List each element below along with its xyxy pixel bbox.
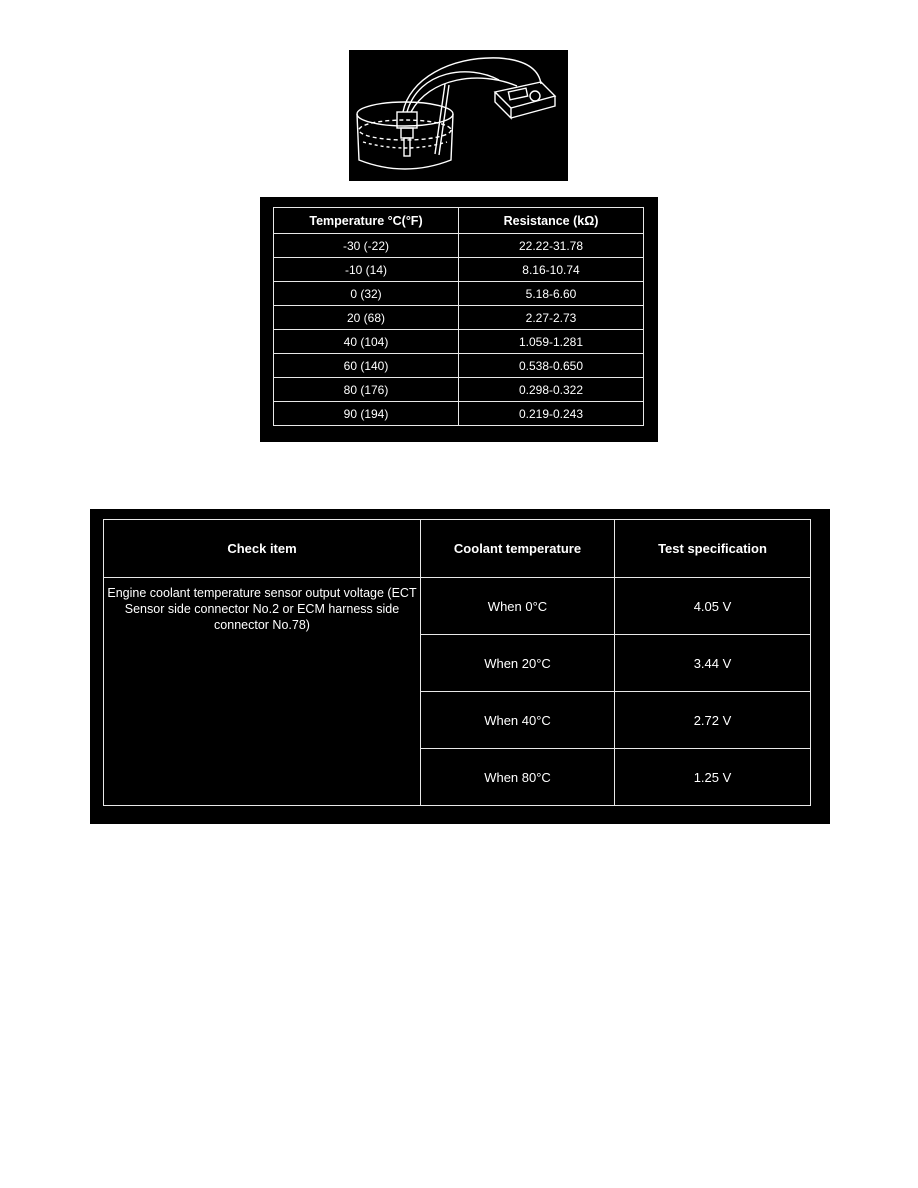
resistance-cell: 22.22-31.78 (459, 234, 644, 258)
coolant-temperature-cell: When 40°C (421, 692, 615, 749)
resistance-cell: 0.538-0.650 (459, 354, 644, 378)
test-specification-cell: 1.25 V (615, 749, 811, 806)
table-row (274, 234, 644, 258)
header-temperature: Temperature °C(°F) (274, 208, 459, 234)
check-item-cell: Engine coolant temperature sensor output voltage (ECT Sensor side connector No.2 or ECM harness side connector No.78) (104, 578, 421, 806)
resistance-cell: 8.16-10.74 (459, 258, 644, 282)
table-row (274, 282, 644, 306)
table-row (104, 578, 811, 635)
resistance-table (273, 207, 644, 426)
header-check-item: Check item (104, 520, 421, 578)
test-specification-cell: 2.72 V (615, 692, 811, 749)
temperature-cell: -30 (-22) (274, 234, 459, 258)
sensor-test-illustration (349, 50, 568, 181)
test-specification-cell: 4.05 V (615, 578, 811, 635)
table-row (274, 330, 644, 354)
table-header-row (274, 208, 644, 234)
resistance-cell: 0.298-0.322 (459, 378, 644, 402)
temperature-cell: 80 (176) (274, 378, 459, 402)
header-coolant-temperature: Coolant temperature (421, 520, 615, 578)
temperature-cell: 0 (32) (274, 282, 459, 306)
table-row (274, 402, 644, 426)
table-row (274, 306, 644, 330)
coolant-temperature-cell: When 80°C (421, 749, 615, 806)
temperature-cell: 20 (68) (274, 306, 459, 330)
beaker-multimeter-drawing (349, 50, 568, 181)
temperature-cell: 40 (104) (274, 330, 459, 354)
table-row (274, 354, 644, 378)
resistance-cell: 5.18-6.60 (459, 282, 644, 306)
table-row (274, 378, 644, 402)
temperature-cell: 60 (140) (274, 354, 459, 378)
resistance-table-panel (260, 197, 658, 442)
header-test-specification: Test specification (615, 520, 811, 578)
test-specification-cell: 3.44 V (615, 635, 811, 692)
resistance-cell: 1.059-1.281 (459, 330, 644, 354)
coolant-temperature-cell: When 0°C (421, 578, 615, 635)
resistance-cell: 0.219-0.243 (459, 402, 644, 426)
voltage-spec-table (103, 519, 811, 806)
header-resistance: Resistance (kΩ) (459, 208, 644, 234)
table-header-row (104, 520, 811, 578)
temperature-cell: -10 (14) (274, 258, 459, 282)
voltage-table-panel (90, 509, 830, 824)
resistance-cell: 2.27-2.73 (459, 306, 644, 330)
table-row (274, 258, 644, 282)
coolant-temperature-cell: When 20°C (421, 635, 615, 692)
temperature-cell: 90 (194) (274, 402, 459, 426)
